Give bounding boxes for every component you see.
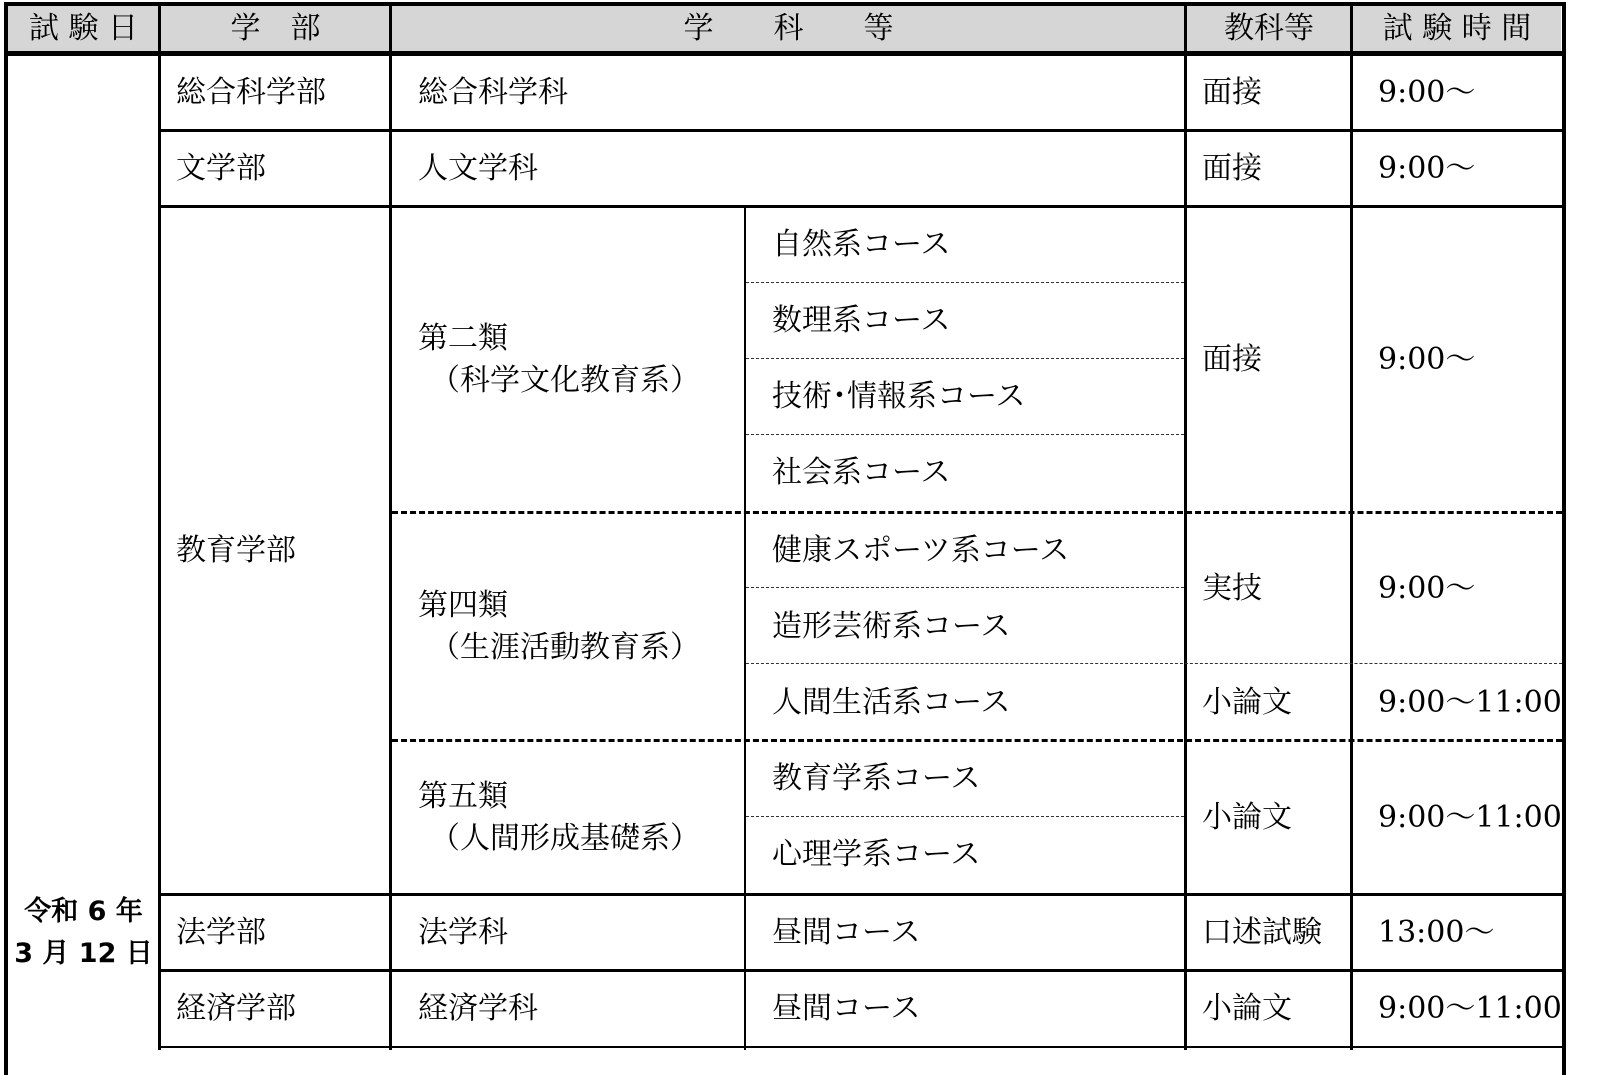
course-ningen-seikatsu: 人間生活系コース <box>772 685 1011 720</box>
group-2-sub: （科学文化教育系） <box>430 363 700 398</box>
group-5-name: 第五類 <box>418 779 508 814</box>
row-line-bun <box>160 205 1562 208</box>
time-sogo: 9:00～ <box>1378 75 1476 110</box>
department-ho: 法学科 <box>418 915 508 950</box>
group-5-sub: （人間形成基礎系） <box>430 821 700 856</box>
time-g4-a: 9:00～ <box>1378 571 1476 606</box>
dash-course-1 <box>746 282 1184 283</box>
time-keizai: 9:00～11:00 <box>1378 991 1562 1026</box>
group-4-name: 第四類 <box>418 588 508 623</box>
department-sogo: 総合科学科 <box>418 75 568 110</box>
course-ho: 昼間コース <box>772 915 921 950</box>
subject-g4-b: 小論文 <box>1202 685 1292 720</box>
subject-ho: 口述試験 <box>1202 915 1322 950</box>
subject-bun: 面接 <box>1202 151 1262 186</box>
course-shizen: 自然系コース <box>772 227 951 262</box>
course-zokei: 造形芸術系コース <box>772 609 1011 644</box>
department-bun: 人文学科 <box>418 151 538 186</box>
exam-date-line1: 令和 6 年 <box>24 896 143 927</box>
group-2 <box>392 208 744 512</box>
header-department: 学 科 等 <box>392 6 1185 52</box>
subject-g5: 小論文 <box>1202 800 1292 835</box>
time-g4-b: 9:00～11:00 <box>1378 685 1562 720</box>
exam-date <box>8 890 159 976</box>
time-g5: 9:00～11:00 <box>1378 800 1562 835</box>
header-exam-date: 試 験 日 <box>8 6 159 52</box>
row-line-kyoiku <box>160 893 1562 896</box>
time-bun: 9:00～ <box>1378 151 1476 186</box>
header-exam-time: 試 験 時 間 <box>1353 6 1561 52</box>
course-gijutsu: 技術･情報系コース <box>772 379 1026 414</box>
group-4 <box>392 514 744 740</box>
border-header-bottom <box>4 51 1566 56</box>
border-right <box>1562 2 1566 1075</box>
group-5 <box>392 742 744 894</box>
row-line-ho <box>160 969 1562 972</box>
faculty-keizai: 経済学部 <box>176 991 296 1026</box>
course-keizai: 昼間コース <box>772 991 921 1026</box>
border-top <box>4 2 1566 6</box>
header-faculty: 学 部 <box>161 6 390 52</box>
faculty-bun: 文学部 <box>176 151 266 186</box>
course-kenko: 健康スポーツ系コース <box>772 533 1070 568</box>
dash-course-3 <box>746 434 1184 435</box>
exam-date-line2: 3 月 12 日 <box>14 938 153 969</box>
col-line-3 <box>744 206 746 1050</box>
header-subject: 教科等 <box>1187 6 1351 52</box>
row-line-sogo <box>160 129 1562 132</box>
group-2-name: 第二類 <box>418 321 508 356</box>
faculty-ho: 法学部 <box>176 915 266 950</box>
group-sep-2-4 <box>392 511 1562 514</box>
dash-course-6 <box>746 816 1184 817</box>
dash-course-2 <box>746 358 1184 359</box>
course-suri: 数理系コース <box>772 303 951 338</box>
dash-course-4 <box>746 587 1184 588</box>
faculty-kyoiku: 教育学部 <box>176 533 296 568</box>
row-line-keizai <box>160 1046 1562 1048</box>
course-shakai: 社会系コース <box>772 455 951 490</box>
subject-sogo: 面接 <box>1202 75 1262 110</box>
time-g2: 9:00～ <box>1378 342 1476 377</box>
border-left <box>4 2 8 1075</box>
subject-g4-a: 実技 <box>1202 571 1262 606</box>
dash-course-5 <box>746 663 1562 664</box>
course-kyoikugaku: 教育学系コース <box>772 761 981 796</box>
course-shinrigaku: 心理学系コース <box>772 837 981 872</box>
group-4-sub: （生涯活動教育系） <box>430 630 700 665</box>
department-keizai: 経済学科 <box>418 991 538 1026</box>
time-ho: 13:00～ <box>1378 915 1495 950</box>
faculty-sogo: 総合科学部 <box>176 75 326 110</box>
subject-g2: 面接 <box>1202 342 1262 377</box>
group-sep-4-5 <box>392 739 1562 742</box>
subject-keizai: 小論文 <box>1202 991 1292 1026</box>
